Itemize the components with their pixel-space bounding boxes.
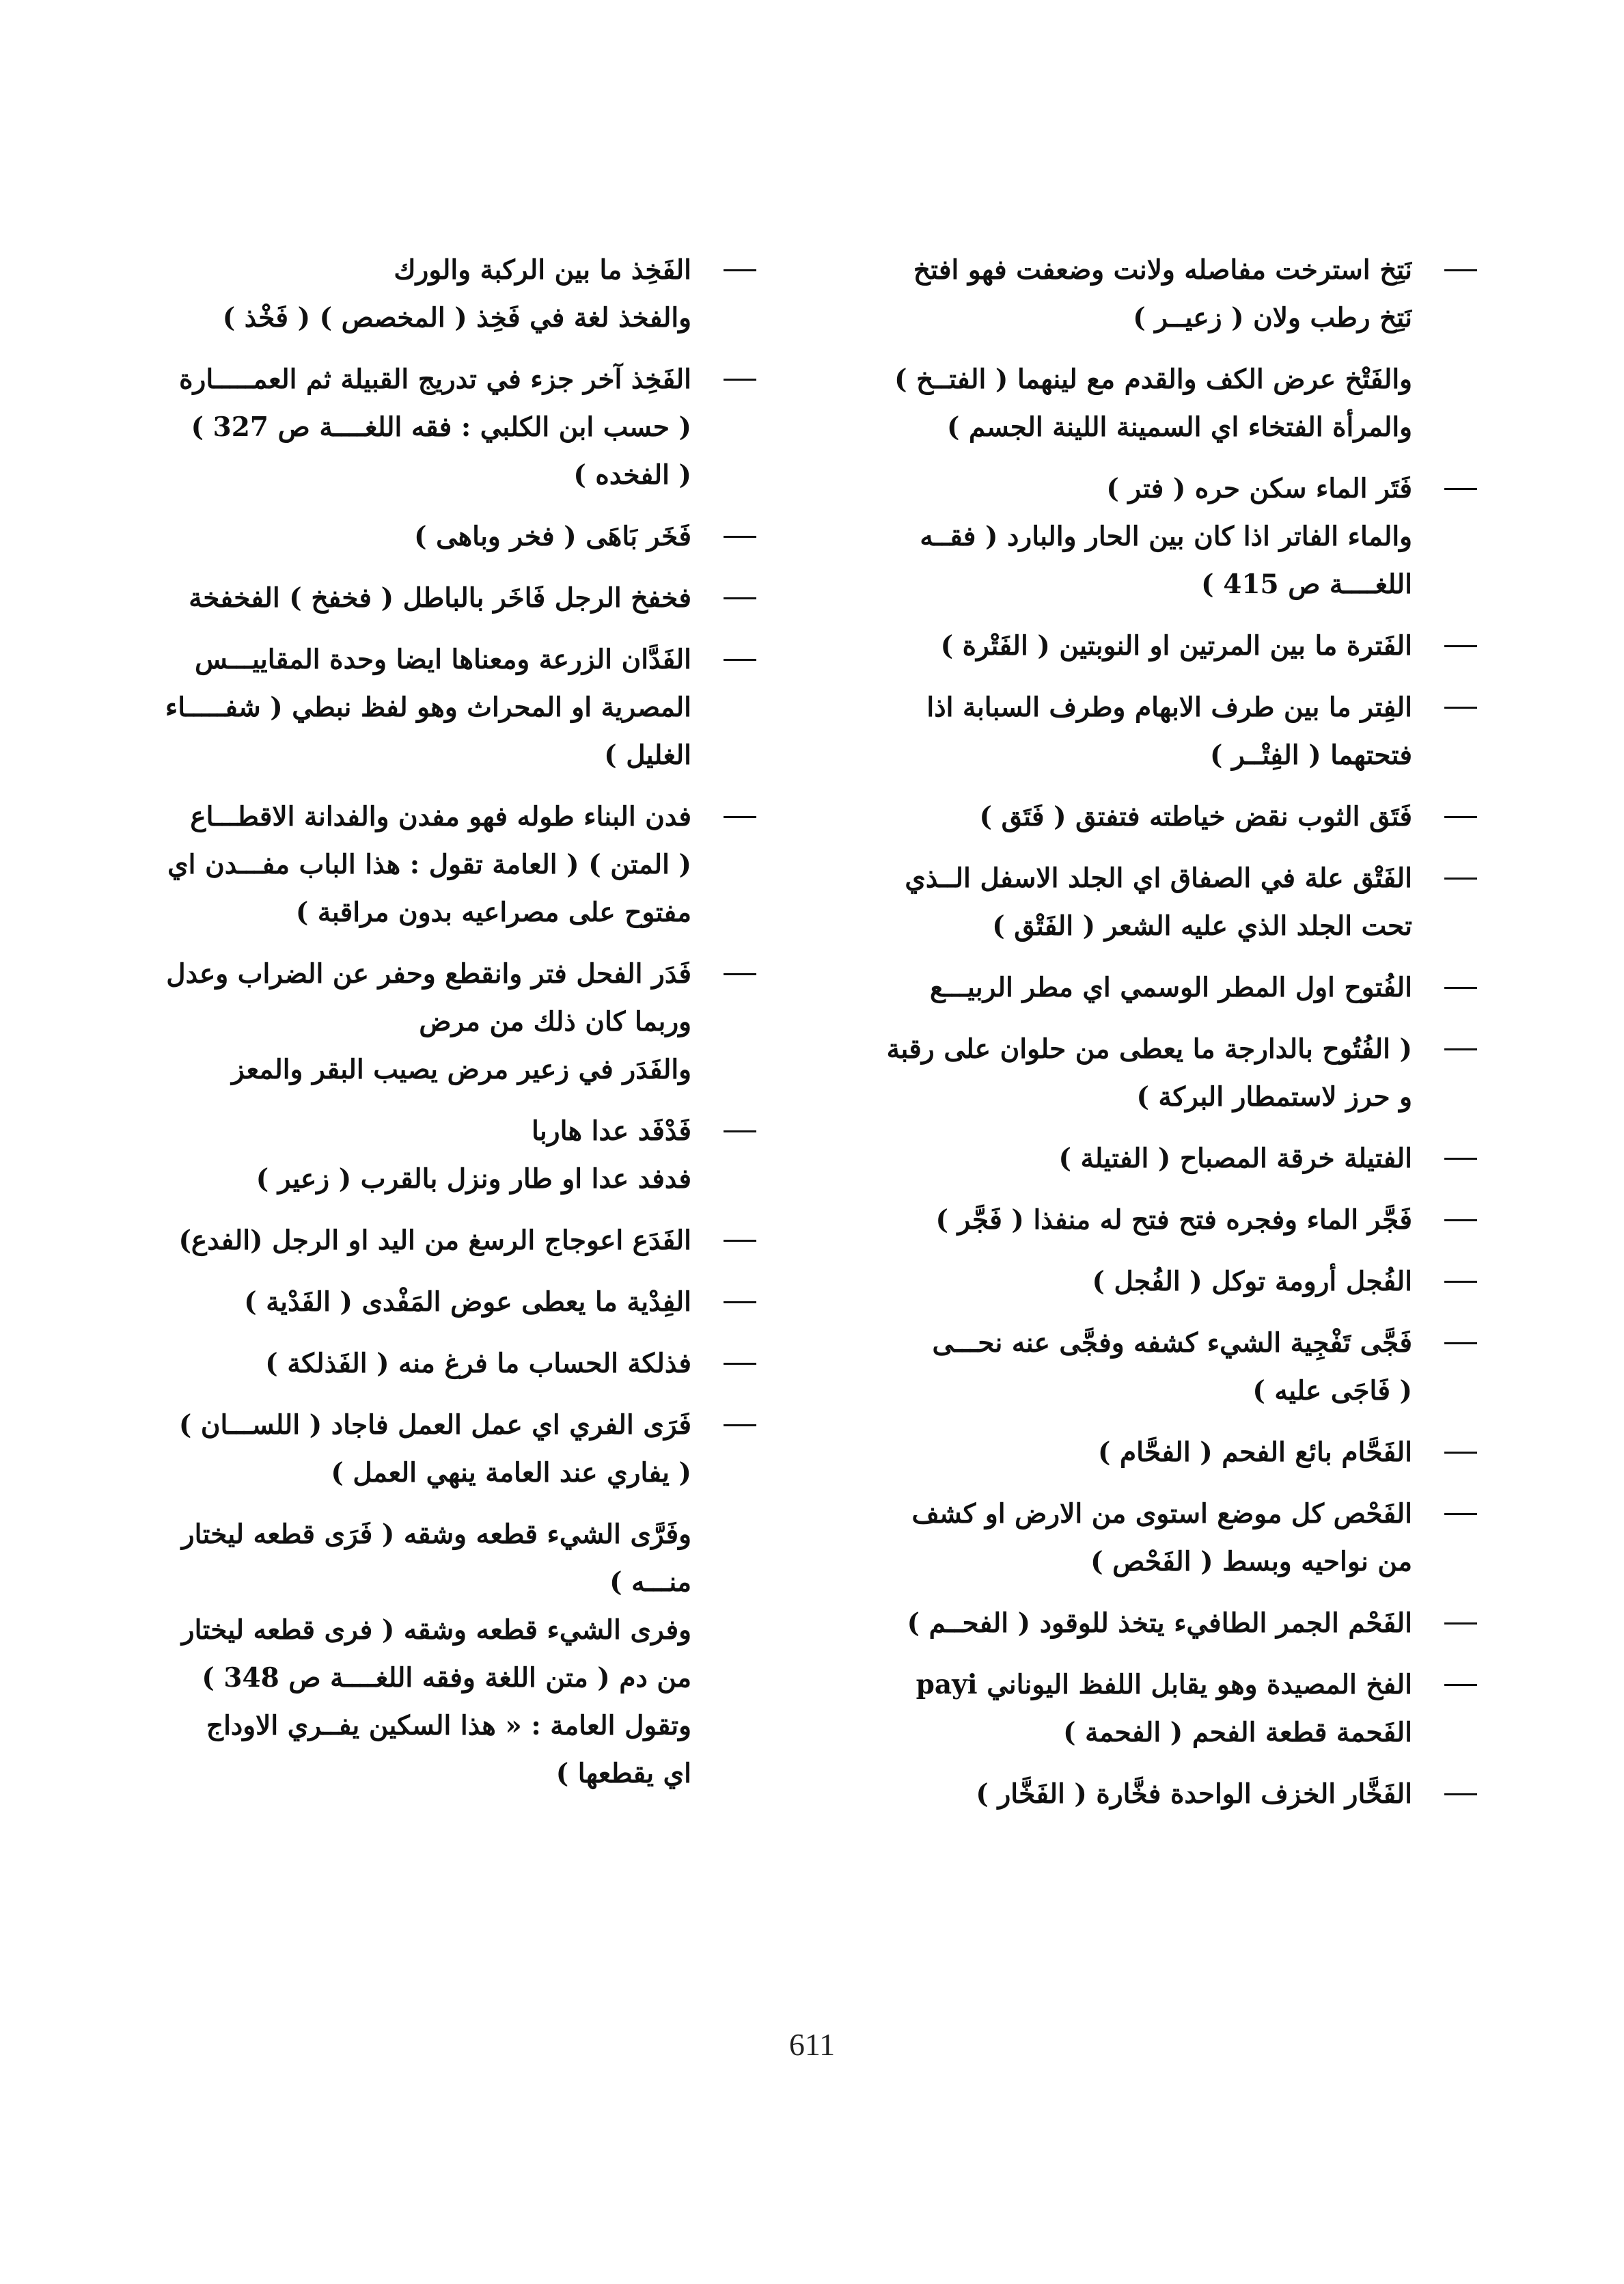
entry-line: والفخذ لغة في فَخِذ ( المخصص ) ( فَخْذ ) [222,302,691,334]
dictionary-entry [155,246,756,342]
dictionary-entry [876,964,1477,1011]
entry-line: اللغــــة ص 415 ) [1201,569,1412,600]
entry-line: منـــه ) [609,1566,691,1598]
entry-dash [1444,488,1477,490]
entry-line: وفرى الشيء قطعه وشقه ( فرى قطعه ليختار [181,1614,691,1646]
entry-dash [1444,1158,1477,1160]
entry-line: وربما كان ذلك من مرض [419,1006,691,1037]
entry-dash [724,1424,756,1426]
entry-dash [1444,878,1477,880]
dictionary-entry [876,1257,1477,1305]
dictionary-entry [876,854,1477,950]
dictionary-entry [876,1319,1477,1415]
entry-line: الفَتْق علة في الصفاق اي الجلد الاسفل الــذي [905,862,1412,894]
entry-line: الفَخِذ آخر جزء في تدريج القبيلة ثم العمـــــارة [179,364,691,395]
entry-dash [724,379,756,381]
entry-line: والماء الفاتر اذا كان بين الحار والبارد ( فقــه [920,521,1412,552]
entry-dash [724,816,756,818]
dictionary-entry [155,1340,756,1387]
entry-line: والمرأة الفتخاء اي السمينة اللينة الجسم ) [947,411,1412,443]
dictionary-entry [876,1428,1477,1476]
entry-line: الفتيلة خرقة المصباح ( الفتيلة ) [1058,1143,1412,1174]
entry-line: الفخ المصيدة وهو يقابل اللفظ اليوناني payi [916,1669,1412,1700]
entry-line: و حرز لاستمطار البركة ) [1136,1081,1412,1113]
entry-dash [1444,1793,1477,1795]
entry-line: من دم ( متن اللغة وفقه اللغــــة ص 348 ) [202,1662,691,1694]
entry-line: فتحتهما ( الفِتْــر ) [1210,739,1412,771]
entry-line: ( الفُتُوح بالدارجة ما يعطى من حلوان على رقبة [886,1033,1412,1065]
right-column [876,246,1477,1832]
dictionary-entry [876,1134,1477,1182]
entry-dash [1444,1684,1477,1686]
entry-dash [724,1130,756,1132]
dictionary-entry [876,1661,1477,1756]
dictionary-entry [876,1196,1477,1244]
entry-dash [1444,1281,1477,1283]
entry-line: والفَدَر في زعير مرض يصيب البقر والمعز [231,1054,691,1085]
entry-line: والفَتْخ عرض الكف والقدم مع لينهما ( الفتــخ ) [894,364,1412,395]
entry-line: الغليل ) [604,739,691,771]
dictionary-entry [155,1278,756,1326]
dictionary-entry [155,574,756,622]
dictionary-entry [876,1025,1477,1121]
entry-line: فخفخ الرجل فَاخَر بالباطل ( فخفخ ) الفخفخة [189,582,691,614]
dictionary-entry [155,355,756,499]
entry-line: من نواحيه وبسط ( الفَحْص ) [1090,1546,1412,1577]
entry-line: وتقول العامة : « هذا السكين يفــري الاوداج [206,1710,691,1741]
dictionary-entry [876,465,1477,608]
entry-line: ( فَاجَى عليه ) [1252,1375,1412,1406]
dictionary-entry [876,1490,1477,1586]
entry-line: الفَخِذ ما بين الركبة والورك [394,254,691,286]
entry-dash [1444,1513,1477,1515]
entry-dash [724,973,756,975]
entry-dash [724,1240,756,1242]
entry-dash [724,597,756,599]
entry-dash [1444,707,1477,709]
dictionary-entry [155,513,756,560]
entry-dash [1444,816,1477,818]
entry-line: تحت الجلد الذي عليه الشعر ( الفَتْق ) [992,910,1412,942]
dictionary-entry [155,1216,756,1264]
entry-line: مفتوح على مصراعيه بدون مراقبة ) [295,897,691,928]
entry-dash [1444,645,1477,647]
entry-dash [724,659,756,661]
dictionary-entry [876,793,1477,841]
entry-dash [1444,987,1477,989]
entry-dash [724,1301,756,1303]
entry-line: فَتَق الثوب نقض خياطته فتفتق ( فَتَق ) [979,801,1412,832]
entry-line: ( المتن ) ( العامة تقول : هذا الباب مفـــدن اي [167,849,691,880]
entry-line: فَجَّر الماء وفجره فتح فتح له منفذا ( فَجَّر ) [935,1204,1412,1236]
dictionary-entry [155,1401,756,1497]
entry-dash [724,1363,756,1365]
dictionary-entry [155,793,756,936]
dictionary-entry [876,622,1477,670]
entry-line: فَخَر بَاهَى ( فخر وباهى ) [414,521,691,552]
entry-dash [1444,1622,1477,1624]
left-column [155,246,756,1811]
dictionary-entry [876,683,1477,779]
entry-line: ( حسب ابن الكلبي : فقه اللغــــة ص 327 ) [191,411,691,443]
dictionary-entry [876,1770,1477,1818]
entry-line: فَتَر الماء سكن حره ( فتر ) [1106,473,1412,504]
dictionary-entry [155,1107,756,1203]
dictionary-entry [876,246,1477,342]
entry-line: المصرية او المحراث وهو لفظ نبطي ( شفـــــاء [165,692,691,723]
entry-line: فَدْفَد عدا هاربا [532,1115,691,1147]
dictionary-entry [876,1599,1477,1647]
entry-line: الفَحَّام بائع الفحم ( الفحَّام ) [1097,1437,1412,1468]
entry-line: الفَدَع اعوجاج الرسغ من اليد او الرجل (الفدع) [178,1225,691,1256]
entry-line: نَتِخ رطب ولان ( زعيــر ) [1133,302,1412,334]
entry-line: الفَحْص كل موضع استوى من الارض او كشف [911,1498,1412,1530]
entry-line: فَرَى الفري اي عمل العمل فاجاد ( اللســـان ) [178,1409,691,1441]
entry-line: فدفد عدا او طار ونزل بالقرب ( زعير ) [256,1163,691,1195]
entry-dash [724,269,756,271]
entry-line: الفَحمة قطعة الفحم ( الفحمة ) [1063,1717,1412,1748]
entry-line: ( يفاري عند العامة ينهي العمل ) [331,1457,691,1488]
entry-dash [1444,1452,1477,1454]
entry-line: فدن البناء طوله فهو مفدن والفدانة الاقطـــاع [190,801,691,832]
entry-line: فَدَر الفحل فتر وانقطع وحفر عن الضراب وعدل [166,958,691,990]
entry-line: الفِتر ما بين طرف الابهام وطرف السبابة اذا [926,692,1412,723]
entry-dash [1444,1342,1477,1344]
dictionary-entry [155,950,756,1093]
entry-line: ( الفخده ) [573,459,691,491]
entry-line: الفِدْية ما يعطى عوض المَفْدى ( الفَدْية ) [244,1286,691,1318]
entry-dash [1444,1048,1477,1050]
entry-line: الفَحْم الجمر الطافيء يتخذ للوقود ( الفحــم ) [907,1607,1412,1639]
entry-dash [724,536,756,538]
entry-line: فذلكة الحساب ما فرغ منه ( الفَذلكة ) [265,1348,691,1379]
entry-line: الفُتوح اول المطر الوسمي اي مطر الربيـــع [929,972,1412,1003]
entry-line: الفَدَّان الزرعة ومعناها ايضا وحدة المقاييـــس [195,644,691,675]
dictionary-entry [155,636,756,779]
entry-line: فَجَّى تَفْجِية الشيء كشفه وفجَّى عنه نحـــى [932,1327,1412,1359]
dictionary-entry [155,1510,756,1797]
entry-line: وفَرَّى الشيء قطعه وشقه ( فَرَى قطعه ليختار [181,1519,691,1550]
entry-line: الفُجل أرومة توكل ( الفُجل ) [1092,1266,1412,1297]
entry-line: نَتِخ استرخت مفاصله ولانت وضعفت فهو افتخ [913,254,1412,286]
entry-line: اي يقطعها ) [555,1758,691,1789]
entry-dash [1444,1219,1477,1221]
page-number: 611 [788,2027,836,2062]
dictionary-entry [876,355,1477,451]
entry-line: الفَخَّار الخزف الواحدة فخَّارة ( الفَخَّار ) [976,1778,1412,1810]
entry-line: الفَترة ما بين المرتين او النوبتين ( الفَتْرة ) [940,630,1412,662]
entry-dash [1444,269,1477,271]
